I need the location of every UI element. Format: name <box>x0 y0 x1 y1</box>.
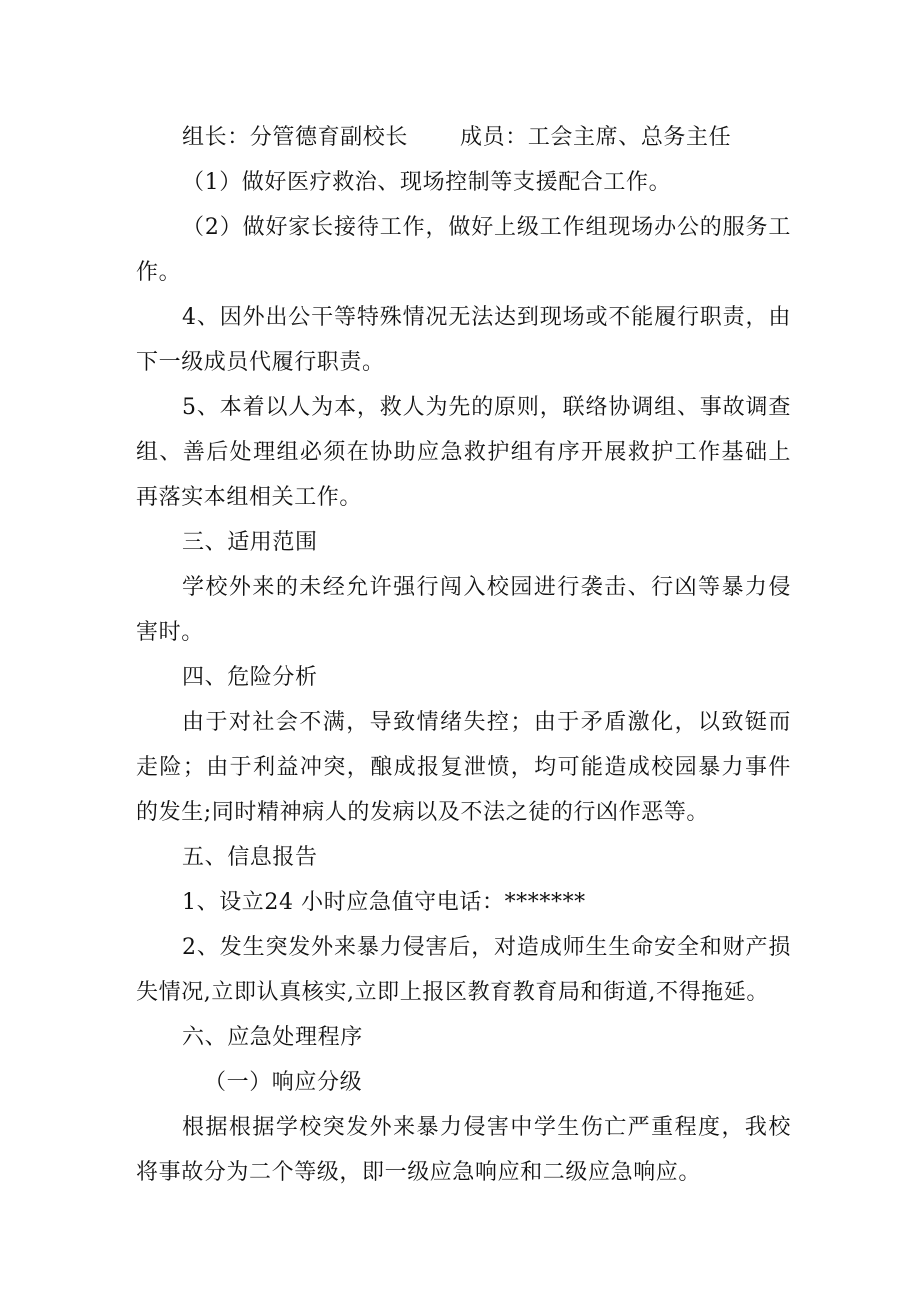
paragraph-deputy-duties: 4、因外出公干等特殊情况无法达到现场或不能履行职责，由下一级成员代履行职责。 <box>136 305 791 375</box>
paragraph-scope: 学校外来的未经允许强行闯入校园进行袭击、行凶等暴力侵害时。 <box>136 575 791 645</box>
group-line <box>136 115 791 160</box>
paragraph-hotline: 1、设立24 小时应急值守电话：******* <box>182 890 586 915</box>
document-content <box>136 115 791 1195</box>
paragraph-parent-reception: （2）做好家长接待工作，做好上级工作组现场办公的服务工作。 <box>136 215 791 285</box>
group-members: 成员：工会主席、总务主任 <box>460 125 732 150</box>
section-procedure-heading: 六、应急处理程序 <box>182 1025 363 1050</box>
section-risk-heading: 四、危险分析 <box>182 665 318 690</box>
section-scope-heading: 三、适用范围 <box>182 530 318 555</box>
paragraph-rescue-principle: 5、本着以人为本，救人为先的原则，联络协调组、事故调查组、善后处理组必须在协助应急救护组有序开展救护工作基础上再落实本组相关工作。 <box>136 395 791 510</box>
paragraph-report: 2、发生突发外来暴力侵害后，对造成师生生命安全和财产损失情况,立即认真核实,立即上报区教育教育局和街道,不得拖延。 <box>136 935 791 1005</box>
paragraph-response-level: 根据根据学校突发外来暴力侵害中学生伤亡严重程度，我校将事故分为二个等级，即一级应急响应和二级应急响应。 <box>136 1115 791 1185</box>
section-report-heading: 五、信息报告 <box>182 845 318 870</box>
group-leader: 组长：分管德育副校长 <box>182 125 409 150</box>
subsection-response-level: （一）响应分级 <box>204 1070 363 1095</box>
paragraph-support-work: （1）做好医疗救治、现场控制等支援配合工作。 <box>182 170 672 195</box>
paragraph-risk: 由于对社会不满，导致情绪失控；由于矛盾激化，以致铤而走险；由于利益冲突，酿成报复泄愤，均可能造成校园暴力事件的发生;同时精神病人的发病以及不法之徒的行凶作恶等。 <box>136 710 791 825</box>
